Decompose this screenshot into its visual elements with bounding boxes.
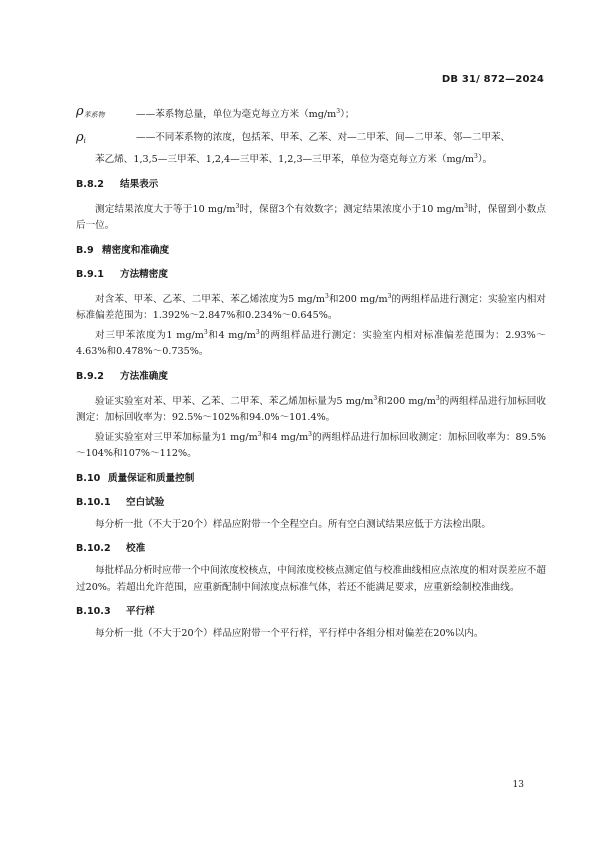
paragraph-blank-test: 每分析一批（不大于20个）样品应附带一个全程空白。所有空白测试结果应低于方法检出限。 (95, 518, 491, 530)
symbol-definition-total (76, 104, 546, 124)
section-heading-b-10: B.10 质量保证和质量控制 (76, 472, 195, 484)
symbol-definition-component (76, 130, 546, 150)
paragraph-parallel-sample: 每分析一批（不大于20个）样品应附带一个平行样，平行样中各组分相对偏差在20%以内。 (95, 628, 484, 639)
symbol-description: ——不同苯系物的浓度，包括苯、甲苯、乙苯、对—二甲苯、间—二甲苯、邻—二甲苯、 (136, 131, 511, 143)
symbol-description: ——苯系物总量，单位为毫克每立方米$(mg/m^3)$； (136, 108, 355, 120)
section-heading-b-10-3: B.10.3 平行样 (76, 606, 155, 617)
standard-number: DB 31/ 872—2024 (441, 74, 544, 85)
section-heading-b-9-1: B.9.1 方法精密度 (76, 268, 168, 280)
section-heading-b-10-1: B.10.1 空白试验 (76, 496, 165, 508)
paragraph-precision-2: 对三甲苯浓度为1 $mg/m^3$和4 $mg/m^3$的两组样品进行测定：实验室内相对标准偏差范围为：2.93%～4.63%和0.478%～0.735%。 (76, 328, 546, 357)
section-heading-b-9: B.9 精密度和准确度 (76, 244, 170, 256)
symbol: $\rho_i$ (76, 129, 86, 145)
paragraph-accuracy-1: 验证实验室对苯、甲苯、乙苯、二甲苯、苯乙烯加标量为5 $mg/m^3$和200 $mg/m^3$的两组样品进行加标回收测定：加标回收率为：92.5%～102%和94.0%～101.4%。 (76, 394, 546, 423)
paragraph-calibration: 每批样品分析时应带一个中间浓度校核点，中间浓度校核点测定值与校准曲线相应点浓度的相对误差应不超过20%。若超出允许范围，应重新配制中间浓度点标准气体，若还不能满足要求，应重新绘制校准曲线。 (76, 565, 546, 593)
symbol: $\rho_{苯系物}$ (76, 104, 105, 119)
symbol-description-continued: 苯乙烯、1,3,5—三甲苯、1,2,4—三甲苯、1,2,3—三甲苯，单位为毫克每立方米$(mg/m^3)$。 (95, 153, 493, 165)
page-content (76, 104, 546, 643)
section-heading-b-8-2: B.8.2 结果表示 (76, 178, 159, 190)
paragraph-accuracy-2: 验证实验室对三甲苯加标量为1 $mg/m^3$和4 $mg/m^3$的两组样品进行加标回收测定：加标回收率为：89.5%～104%和107%～112%。 (76, 430, 546, 459)
paragraph-result-expression: 测定结果浓度大于等于10 $mg/m^3$时，保留3个有效数字；测定结果浓度小于10 $mg/m^3$时，保留到小数点后一位。 (76, 202, 546, 231)
section-heading-b-9-2: B.9.2 方法准确度 (76, 370, 168, 382)
paragraph-precision-1: 对含苯、甲苯、乙苯、二甲苯、苯乙烯浓度为5 $mg/m^3$和200 $mg/m^3$的两组样品进行测定：实验室内相对标准偏差范围为：1.392%～2.847%和0.234%～0.645%。 (76, 292, 546, 321)
section-heading-b-10-2: B.10.2 校准 (76, 543, 146, 554)
page-number: 13 (512, 780, 524, 790)
